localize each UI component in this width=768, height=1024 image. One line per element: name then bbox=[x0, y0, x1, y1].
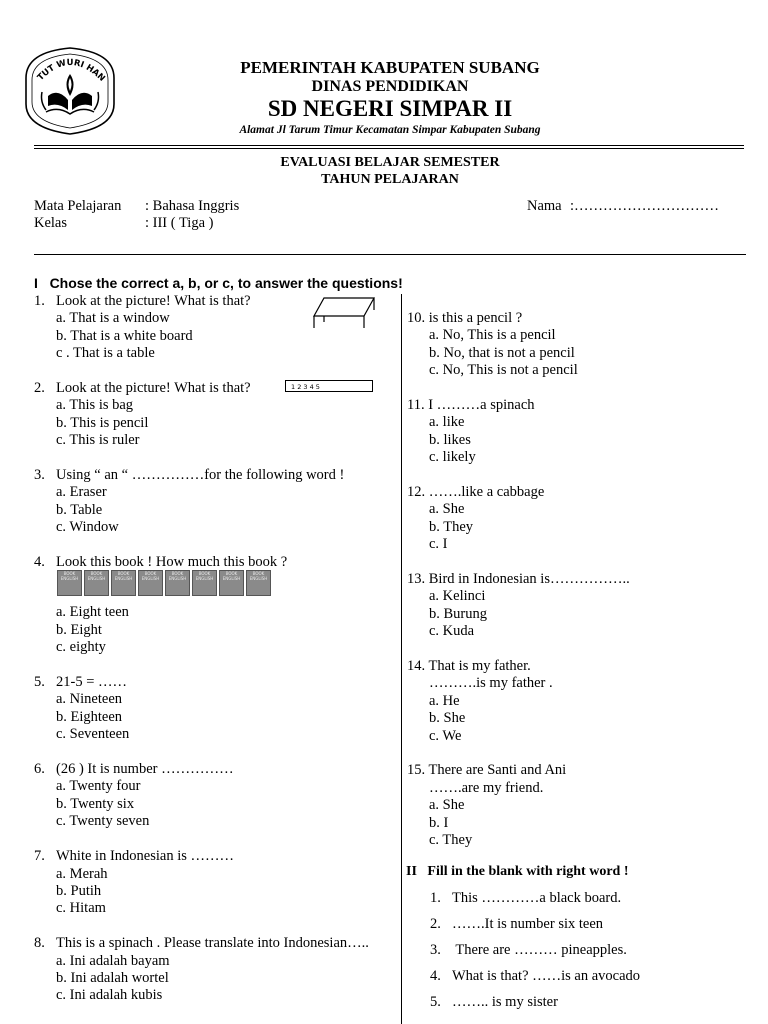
name-field[interactable]: :………………………… bbox=[570, 198, 720, 214]
question-7 bbox=[34, 848, 369, 918]
question-number: 4. bbox=[34, 554, 45, 571]
question-text-extra: ……….is my father . bbox=[429, 675, 553, 692]
class-label: Kelas bbox=[34, 215, 68, 231]
option-a[interactable]: a. This is bag bbox=[56, 397, 134, 414]
book-icon: BOOK ENGLISH bbox=[84, 570, 109, 596]
fill-number: 3. bbox=[430, 942, 441, 958]
question-text-extra: …….are my friend. bbox=[429, 779, 544, 796]
question-text: Look this book ! How much this book ? bbox=[56, 554, 288, 571]
question-number: 7. bbox=[34, 848, 45, 865]
question-12 bbox=[407, 484, 630, 554]
option-c[interactable]: c. They bbox=[429, 832, 473, 849]
option-c[interactable]: c. Window bbox=[56, 519, 119, 536]
option-c[interactable]: c. likely bbox=[429, 449, 476, 466]
fill-text[interactable]: There are ……… pineapples. bbox=[452, 942, 627, 958]
exam-year: TAHUN PELAJARAN bbox=[321, 172, 459, 187]
fill-number: 2. bbox=[430, 916, 441, 932]
book-icon: BOOK ENGLISH bbox=[165, 570, 190, 596]
fill-text[interactable]: …….It is number six teen bbox=[452, 916, 604, 932]
option-b[interactable]: b. Burung bbox=[429, 605, 487, 622]
fill-item bbox=[430, 968, 640, 985]
school-name: SD NEGERI SIMPAR II bbox=[267, 96, 513, 121]
header-divider bbox=[34, 145, 744, 146]
question-text: 14. That is my father. bbox=[407, 658, 531, 675]
fill-number: 5. bbox=[430, 994, 441, 1010]
column-divider bbox=[401, 294, 402, 1024]
section-2-heading bbox=[406, 864, 629, 880]
school-logo bbox=[18, 44, 122, 136]
question-8 bbox=[34, 935, 369, 1005]
section-1-title: Chose the correct a, b, or c, to answer the questions! bbox=[49, 275, 403, 291]
exam-title: EVALUASI BELAJAR SEMESTER bbox=[280, 155, 500, 170]
section-2-number: II bbox=[406, 864, 417, 879]
ruler-picture: 1 2 3 4 5 bbox=[285, 380, 373, 392]
section-1-number: I bbox=[34, 275, 38, 291]
school-address: Alamat Jl Tarum Timur Kecamatan Simpar Kabupaten Subang bbox=[239, 124, 541, 136]
subject-label: Mata Pelajaran bbox=[34, 198, 122, 214]
fill-text[interactable]: …….. is my sister bbox=[452, 994, 558, 1010]
book-icon: BOOK ENGLISH bbox=[219, 570, 244, 596]
option-c[interactable]: c. I bbox=[429, 536, 448, 553]
question-text: Look at the picture! What is that? bbox=[56, 293, 251, 309]
option-c[interactable]: c. Twenty seven bbox=[56, 813, 150, 830]
books-picture bbox=[57, 570, 271, 596]
option-a[interactable]: a. She bbox=[429, 501, 465, 518]
department-heading: DINAS PENDIDIKAN bbox=[311, 78, 469, 95]
question-11 bbox=[407, 397, 630, 467]
left-question-column bbox=[34, 293, 369, 1022]
option-b[interactable]: b. I bbox=[429, 814, 449, 831]
option-a[interactable]: a. Nineteen bbox=[56, 691, 123, 708]
option-b[interactable]: b. Putih bbox=[56, 882, 102, 899]
question-text: 13. Bird in Indonesian is…………….. bbox=[407, 571, 630, 588]
option-a[interactable]: a. Ini adalah bayam bbox=[56, 952, 170, 969]
option-c[interactable]: c. No, This is not a pencil bbox=[429, 362, 578, 379]
option-b[interactable]: b. Table bbox=[56, 501, 103, 518]
option-a[interactable]: a. Merah bbox=[56, 865, 108, 882]
option-b[interactable]: b. That is a white board bbox=[56, 327, 193, 344]
option-a[interactable]: a. He bbox=[429, 692, 460, 709]
option-b[interactable]: b. She bbox=[429, 710, 466, 727]
question-10 bbox=[407, 310, 630, 380]
option-a[interactable]: a. Eight teen bbox=[56, 604, 129, 621]
question-text: This is a spinach . Please translate into Indonesian….. bbox=[56, 935, 369, 952]
question-text: White in Indonesian is ……… bbox=[56, 848, 235, 865]
option-c[interactable]: c . That is a table bbox=[56, 345, 155, 362]
question-text: 15. There are Santi and Ani bbox=[407, 762, 567, 779]
section-2-title: Fill in the blank with right word ! bbox=[427, 864, 629, 879]
option-a[interactable]: a. Kelinci bbox=[429, 588, 486, 605]
fill-text[interactable]: What is that? ……is an avocado bbox=[452, 968, 641, 984]
question-number: 6. bbox=[34, 761, 45, 778]
option-a[interactable]: a. No, This is a pencil bbox=[429, 327, 556, 344]
option-b[interactable]: b. Eight bbox=[56, 621, 102, 638]
question-15 bbox=[407, 762, 630, 849]
question-number: 8. bbox=[34, 935, 45, 952]
question-text: 11. I ………a spinach bbox=[407, 397, 535, 414]
fill-item bbox=[430, 890, 621, 907]
question-text: Using “ an “ ……………for the following word ! bbox=[56, 467, 345, 484]
option-a[interactable]: a. Eraser bbox=[56, 484, 107, 501]
book-icon: BOOK ENGLISH bbox=[246, 570, 271, 596]
question-13 bbox=[407, 571, 630, 641]
subject-value: : Bahasa Inggris bbox=[145, 198, 240, 214]
book-icon: BOOK ENGLISH bbox=[57, 570, 82, 596]
question-text: 21-5 = …… bbox=[56, 674, 128, 691]
fill-number: 1. bbox=[430, 890, 441, 906]
option-c[interactable]: c. eighty bbox=[56, 639, 106, 656]
question-number: 2. bbox=[34, 380, 45, 397]
question-number: 3. bbox=[34, 467, 45, 484]
option-c[interactable]: c. Ini adalah kubis bbox=[56, 987, 163, 1004]
class-value: : III ( Tiga ) bbox=[145, 215, 214, 231]
header-divider-thin bbox=[34, 148, 744, 149]
question-text: (26 ) It is number …………… bbox=[56, 761, 234, 778]
option-c[interactable]: c. Kuda bbox=[429, 623, 475, 640]
fill-item bbox=[430, 942, 627, 959]
option-b[interactable]: b. Twenty six bbox=[56, 795, 135, 812]
section-1-heading bbox=[34, 275, 403, 291]
question-5 bbox=[34, 674, 369, 744]
question-6 bbox=[34, 761, 369, 831]
fill-item bbox=[430, 994, 558, 1011]
option-b[interactable]: b. likes bbox=[429, 431, 471, 448]
option-a[interactable]: a. like bbox=[429, 414, 465, 431]
option-c[interactable]: c. We bbox=[429, 727, 462, 744]
book-icon: BOOK ENGLISH bbox=[111, 570, 136, 596]
book-icon: BOOK ENGLISH bbox=[192, 570, 217, 596]
info-divider bbox=[34, 254, 746, 255]
question-3 bbox=[34, 467, 369, 537]
option-b[interactable]: b. No, that is not a pencil bbox=[429, 344, 575, 361]
table-picture bbox=[312, 296, 376, 337]
option-c[interactable]: c. Seventeen bbox=[56, 726, 130, 743]
name-label: Nama bbox=[527, 198, 562, 214]
option-b[interactable]: b. This is pencil bbox=[56, 414, 149, 431]
option-b[interactable]: b. Eighteen bbox=[56, 708, 123, 725]
option-b[interactable]: b. They bbox=[429, 518, 474, 535]
option-b[interactable]: b. Ini adalah wortel bbox=[56, 969, 169, 986]
option-c[interactable]: c. Hitam bbox=[56, 900, 106, 917]
question-number: 5. bbox=[34, 674, 45, 691]
option-a[interactable]: a. She bbox=[429, 797, 465, 814]
question-14 bbox=[407, 658, 630, 745]
option-a[interactable]: a. Twenty four bbox=[56, 778, 141, 795]
logo-motto: TUT WURI HAN bbox=[35, 57, 107, 84]
question-text: 12. …….like a cabbage bbox=[407, 484, 545, 501]
fill-item bbox=[430, 916, 603, 933]
right-question-column bbox=[407, 310, 630, 867]
option-a[interactable]: a. That is a window bbox=[56, 310, 170, 327]
question-text: Look at the picture! What is that? bbox=[56, 380, 251, 397]
question-number: 1. bbox=[34, 293, 45, 309]
fill-text[interactable]: This …………a black board. bbox=[452, 890, 622, 906]
fill-number: 4. bbox=[430, 968, 441, 984]
government-heading: PEMERINTAH KABUPATEN SUBANG bbox=[240, 58, 540, 77]
option-c[interactable]: c. This is ruler bbox=[56, 432, 140, 449]
question-text: 10. is this a pencil ? bbox=[407, 310, 523, 326]
book-icon: BOOK ENGLISH bbox=[138, 570, 163, 596]
